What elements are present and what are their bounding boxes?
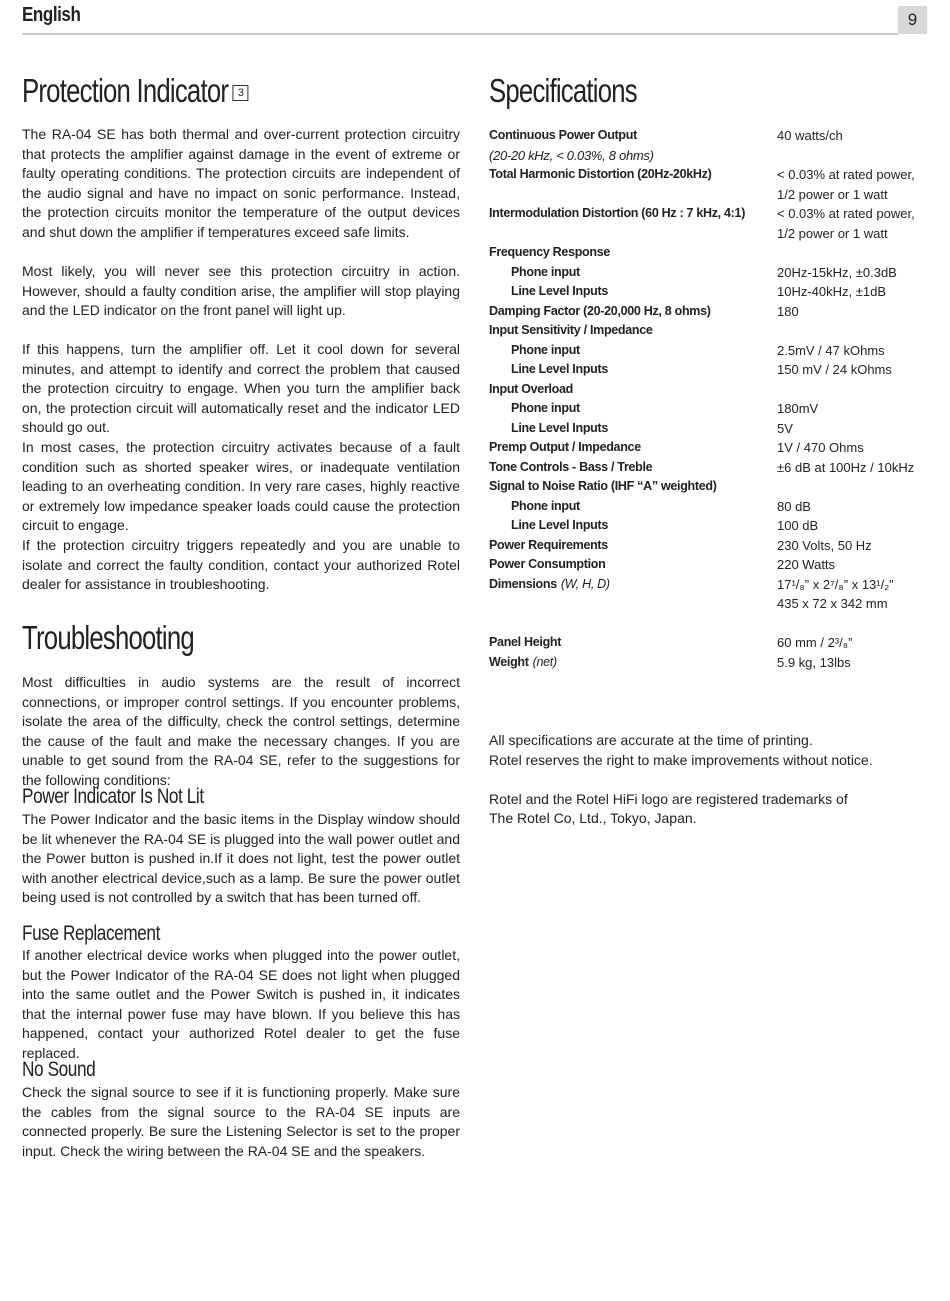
spec-note-line: All specifications are accurate at the time of printing.: [489, 732, 813, 748]
spec-row: [489, 321, 929, 341]
protection-paragraph-3: If this happens, turn the amplifier off. Let it cool down for several minutes, and attempt to identify and correct the problem that caused the protection circuitry to engage. When you turn the amplifier back on, the protection circuit will automatically reset and the indicator LED should go out.: [22, 341, 460, 435]
section-heading-no-sound: No Sound: [22, 1058, 96, 1081]
spec-label: Frequency Response: [489, 245, 611, 259]
spec-row: [489, 243, 929, 263]
spec-label: Line Level Inputs: [511, 518, 608, 532]
spec-row: [489, 614, 929, 634]
spec-row: [489, 536, 929, 556]
spec-value: 100 dB: [777, 518, 819, 533]
spec-row: [489, 380, 929, 400]
spec-value: 220 Watts: [777, 557, 836, 572]
section-heading-power-indicator: Power Indicator Is Not Lit: [22, 785, 204, 808]
spec-row: [489, 594, 929, 614]
spec-value: 60 mm / 2³/₈”: [777, 635, 853, 650]
spec-value: 10Hz-40kHz, ±1dB: [777, 284, 887, 299]
spec-value: 180: [777, 303, 799, 319]
spec-row: [489, 360, 929, 380]
spec-row: [489, 555, 929, 575]
spec-row: [489, 146, 929, 166]
section-text-power-indicator: The Power Indicator and the basic items in the Display window should be lit whenever the RA-04 SE is plugged into the wall power outlet and the Power button is pushed in.If it does not light, test the power outlet with another electrical device,such as a lamp. Be sure the power outlet being used is not controlled by a switch that has been turned off.: [22, 811, 460, 905]
spec-value: 5.9 kg, 13lbs: [777, 654, 851, 670]
protection-title: Protection Indicator 3: [22, 72, 247, 110]
spec-note-line: Rotel reserves the right to make improvements without notice.: [489, 751, 873, 768]
spec-label: Line Level Inputs: [511, 284, 608, 298]
protection-paragraph-2: Most likely, you will never see this protection circuitry in action. However, should a faulty condition arise, the amplifier will stop playing and the LED indicator on the front panel will light up.: [22, 263, 460, 318]
spec-label-qualifier: (W, H, D): [560, 576, 610, 591]
specifications-title: Specifications: [489, 72, 637, 109]
spec-value: 1/2 power or 1 watt: [777, 186, 888, 202]
language-label: English: [22, 4, 81, 26]
spec-value: 2.5mV / 47 kOhms: [777, 342, 885, 358]
spec-label: Total Harmonic Distortion (20Hz-20kHz): [489, 167, 712, 181]
troubleshooting-title: Troubleshooting: [22, 619, 194, 656]
spec-value: < 0.03% at rated power,: [777, 167, 915, 182]
spec-value: 20Hz-15kHz, ±0.3dB: [777, 264, 897, 280]
spec-label: Phone input: [511, 401, 580, 415]
spec-row: [489, 263, 929, 283]
spec-label: Line Level Inputs: [511, 362, 608, 376]
spec-row: [489, 575, 929, 595]
spec-row: [489, 224, 929, 244]
spec-label: Power Requirements: [489, 537, 608, 552]
spec-label: Input Overload: [489, 381, 574, 396]
spec-row: [489, 477, 929, 497]
spec-row: [489, 516, 929, 536]
spec-value: 180mV: [777, 401, 819, 416]
spec-value: 1/2 power or 1 watt: [777, 225, 888, 241]
spec-row: [489, 282, 929, 302]
troubleshooting-intro: Most difficulties in audio systems are the result of incorrect connections, or improper control settings. If you encounter problems, isolate the area of the difficulty, check the control settings, determine the cause of the fault and make the necessary changes. If you are unable to get sound from the RA-04 SE, refer to the suggestions for the following conditions:: [22, 674, 460, 788]
spec-label: Weight (net): [489, 654, 557, 669]
spec-note-line: Rotel and the Rotel HiFi logo are registered trademarks of: [489, 790, 848, 807]
spec-label: Phone input: [511, 498, 580, 513]
spec-label: Premp Output / Impedance: [489, 440, 641, 454]
spec-label: (20-20 kHz, < 0.03%, 8 ohms): [489, 147, 654, 163]
callout-marker: 3: [233, 85, 249, 101]
spec-value: 40 watts/ch: [777, 128, 843, 143]
spec-label: Line Level Inputs: [511, 420, 608, 435]
spec-row: [489, 419, 929, 439]
spec-row: [489, 341, 929, 361]
spec-label: Intermodulation Distortion (60 Hz : 7 kHz, 4:1): [489, 206, 746, 220]
section-text-no-sound: Check the signal source to see if it is functioning properly. Make sure the cables from the signal source to the RA-04 SE inputs are connected properly. Be sure the Listening Selector is set to the proper input. Check the wiring between the RA-04 SE and the speakers.: [22, 1084, 460, 1159]
spec-row: [489, 185, 929, 205]
spec-row: [489, 633, 929, 653]
section-heading-fuse-replacement: Fuse Replacement: [22, 922, 160, 945]
spec-label: Continuous Power Output: [489, 128, 637, 142]
protection-paragraph-4: In most cases, the protection circuitry activates because of a fault condition such as shorted speaker wires, or inadequate ventilation leading to an overheating condition. In very rare cases, highly reactive or extremely low impedance speaker loads could cause the protection circuit to engage.: [22, 439, 460, 533]
spec-row: [489, 399, 929, 419]
spec-row: [489, 497, 929, 517]
spec-row: [489, 165, 929, 185]
spec-value: 1V / 470 Ohms: [777, 440, 864, 455]
spec-value: 150 mV / 24 kOhms: [777, 362, 892, 377]
protection-paragraph-5: If the protection circuitry triggers repeatedly and you are unable to isolate and correct the faulty condition, contact your authorized Rotel dealer for assistance in troubleshooting.: [22, 537, 460, 592]
spec-label: Panel Height: [489, 635, 562, 649]
header-divider: [22, 33, 898, 35]
spec-label: Dimensions (W, H, D): [489, 576, 610, 591]
spec-label: Power Consumption: [489, 557, 606, 571]
spec-row: [489, 204, 929, 224]
spec-label: Tone Controls - Bass / Treble: [489, 459, 653, 474]
spec-label-qualifier: (net): [532, 654, 557, 669]
spec-value: 230 Volts, 50 Hz: [777, 537, 872, 553]
spec-label: Phone input: [511, 264, 580, 279]
spec-label: Damping Factor (20-20,000 Hz, 8 ohms): [489, 303, 711, 318]
protection-paragraph-1: The RA-04 SE has both thermal and over-current protection circuitry that protects the amplifier against damage in the event of extreme or faulty operating conditions. The protection circuits are independent of the audio signal and have no impact on sonic performance. Instead, the protection circuits monitor the temperature of the output devices and shut down the amplifier if temperatures exceed safe limits.: [22, 126, 460, 240]
spec-row: [489, 653, 929, 673]
spec-row: [489, 302, 929, 322]
spec-label: Input Sensitivity / Impedance: [489, 323, 653, 337]
spec-note-line: The Rotel Co, Ltd., Tokyo, Japan.: [489, 810, 697, 826]
spec-row: [489, 458, 929, 478]
spec-value: 80 dB: [777, 498, 811, 514]
spec-row: [489, 438, 929, 458]
spec-value: 17¹/₈” x 2⁷/₈” x 13¹/₂”: [777, 576, 894, 592]
section-text-fuse-replacement: If another electrical device works when plugged into the power outlet, but the Power Indicator of the RA-04 SE does not light when plugged into the same outlet and the Power Switch is pushed in, it indicates that the internal power fuse may have blown. If you believe this has happened, contact your authorized Rotel dealer to get the fuse replaced.: [22, 947, 460, 1061]
spec-label: Signal to Noise Ratio (IHF “A” weighted): [489, 479, 717, 493]
spec-value: ±6 dB at 100Hz / 10kHz: [777, 459, 915, 475]
spec-value: 435 x 72 x 342 mm: [777, 596, 888, 611]
spec-label: Phone input: [511, 342, 580, 357]
spec-value: < 0.03% at rated power,: [777, 206, 915, 221]
spec-value: 5V: [777, 420, 793, 436]
spec-row: [489, 126, 929, 146]
page-number: 9: [898, 6, 927, 34]
